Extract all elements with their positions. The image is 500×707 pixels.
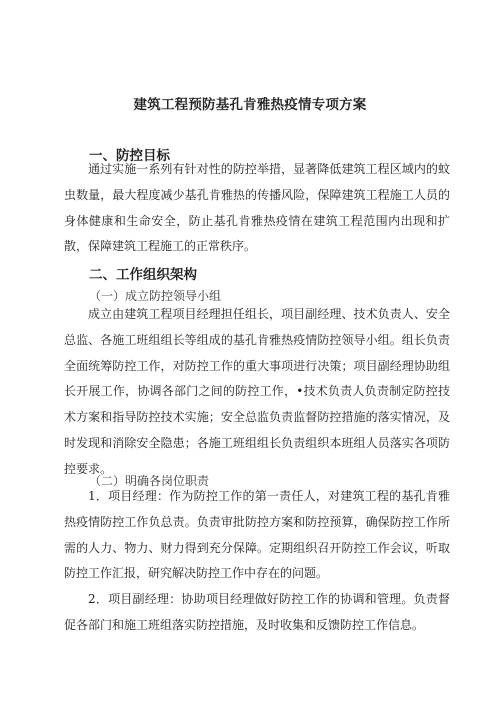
list-item-project-manager: 1．项目经理：作为防控工作的第一责任人，对建筑工程的基孔肯雅热疫情防控工作负总责。负责审批防控方案和防控预算，确保防控工作所需的人力、物力、财力得到充分保障。定期组织召开防控工作会议，听取防控工作汇报，研究解决防控工作中存在的问题。 bbox=[64, 489, 450, 581]
section-heading-goals: 一、防控目标 bbox=[89, 148, 170, 164]
subsection-heading-leadership-group: （一）成立防控领导小组 bbox=[89, 289, 222, 303]
paragraph-goals: 通过实施一系列有针对性的防控举措，显著降低建筑工程区域内的蚊虫数量，最大程度减少基孔肯雅热的传播风险，保障建筑工程施工人员的身体健康和生命安全，防止基孔肯雅热疫情在建筑工程范围内出现和扩散，保障建筑工程施工的正常秩序。 bbox=[64, 162, 450, 254]
paragraph-leadership-group: 成立由建筑工程项目经理担任组长，项目副经理、技术负责人、安全总监、各施工班组组长等组成的基孔肯雅热疫情防控领导小组。组长负责全面统筹防控工作，对防控工作的重大事项进行决策；项目副经理协助组长开展工作，协调各部门之间的防控工作，•技术负责人负责制定防控技术方案和指导防控技术实施；安全总监负责监督防控措施的落实情况，及时发现和消除安全隐患；各施工班组组长负责组织本班组人员落实各项防控要求。 bbox=[64, 307, 450, 476]
section-heading-organization: 二、工作组织架构 bbox=[89, 267, 197, 283]
list-item-deputy-manager: 2．项目副经理：协助项目经理做好防控工作的协调和管理。负责督促各部门和施工班组落实防控措施，及时收集和反馈防控工作信息。 bbox=[64, 592, 450, 632]
document-title: 建筑工程预防基孔肯雅热疫情专项方案 bbox=[133, 97, 367, 113]
subsection-heading-responsibilities: （二）明确各岗位职责 bbox=[89, 474, 210, 488]
